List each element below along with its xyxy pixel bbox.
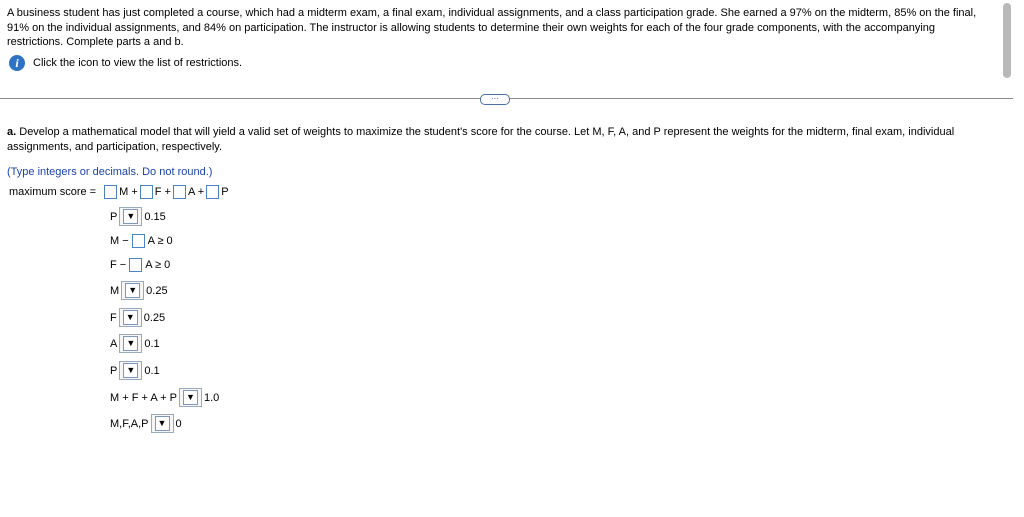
restrictions-link-text: Click the icon to view the list of restrictions.: [33, 57, 243, 69]
chevron-down-icon: ▼: [155, 416, 170, 431]
scrollbar-thumb[interactable]: [1003, 3, 1011, 78]
constraint-row: [110, 207, 166, 226]
constraint-right: 0.25: [143, 311, 166, 324]
constraint-row: [110, 334, 160, 353]
constraint-left: A: [110, 337, 118, 350]
constraint-right: A ≥ 0: [145, 259, 171, 271]
constraint-left: F −: [110, 259, 127, 271]
chevron-down-icon: ▼: [125, 283, 140, 298]
part-a-marker: a.: [7, 126, 17, 138]
constraint-coefficient-input[interactable]: [129, 258, 142, 272]
constraint-row: [110, 258, 170, 272]
constraint-left: M −: [110, 235, 129, 247]
objective-label: maximum score =: [9, 186, 97, 198]
objective-term-a: A +: [187, 186, 205, 198]
constraint-left: M,F,A,P: [110, 417, 149, 430]
part-a-text: Develop a mathematical model that will yield a valid set of weights to maximize the student's score for the course. Let M, F, A, and P represent the weights for the midterm, final exam, individual assignments, and participation, respectively.: [7, 126, 955, 153]
inequality-dropdown[interactable]: [119, 334, 142, 353]
midterm-coefficient-input[interactable]: [104, 185, 117, 199]
inequality-dropdown[interactable]: [151, 414, 174, 433]
constraint-row: [110, 281, 168, 300]
problem-statement: A business student has just completed a course, which had a midterm exam, a final exam, individual assignments, and a class participation grade. She earned a 97% on the midterm, 85% on the final, 91% on the individual assignments, and 84% on participation. The instructor is allowing students to determine their own weights for each of the four grade components, with the accompanying restrictions. Complete parts a and b.: [7, 7, 977, 48]
chevron-down-icon: ▼: [123, 310, 138, 325]
chevron-down-icon: ▼: [183, 390, 198, 405]
constraint-right: 1.0: [203, 391, 220, 404]
constraint-right: 0.1: [144, 364, 160, 377]
constraint-coefficient-input[interactable]: [132, 234, 145, 248]
assignments-coefficient-input[interactable]: [173, 185, 186, 199]
participation-coefficient-input[interactable]: [206, 185, 219, 199]
constraint-right: 0: [175, 417, 182, 430]
constraint-right: A ≥ 0: [147, 235, 173, 247]
constraint-left: P: [110, 364, 118, 377]
chevron-down-icon: ▼: [123, 363, 138, 378]
objective-row: [9, 185, 231, 199]
inequality-dropdown[interactable]: [179, 388, 202, 407]
inequality-dropdown[interactable]: [119, 361, 142, 380]
constraint-row: [110, 414, 182, 433]
constraint-left: P: [110, 210, 118, 223]
constraint-row: [110, 388, 219, 407]
inequality-dropdown[interactable]: [121, 281, 144, 300]
info-icon[interactable]: i: [9, 55, 25, 71]
constraint-row: [110, 361, 160, 380]
constraint-left: M: [110, 284, 120, 297]
restrictions-link[interactable]: [9, 55, 242, 71]
chevron-down-icon: ▼: [123, 209, 138, 224]
constraint-right: 0.25: [146, 284, 168, 297]
constraint-right: 0.1: [144, 337, 160, 350]
final-coefficient-input[interactable]: [140, 185, 153, 199]
chevron-down-icon: ▼: [123, 336, 138, 351]
expand-button[interactable]: ···: [480, 94, 510, 105]
constraint-left: F: [110, 311, 117, 324]
constraint-row: [110, 234, 173, 248]
constraint-right: 0.15: [144, 210, 166, 223]
objective-term-m: M +: [119, 186, 138, 198]
constraint-left: M + F + A + P: [110, 391, 177, 404]
part-a-prompt: [7, 125, 1012, 154]
constraint-row: [110, 308, 165, 327]
input-instruction: (Type integers or decimals. Do not round.): [7, 166, 213, 178]
inequality-dropdown[interactable]: [119, 308, 142, 327]
objective-term-f: F +: [154, 186, 171, 198]
inequality-dropdown[interactable]: [119, 207, 142, 226]
objective-term-p: P: [221, 186, 229, 198]
